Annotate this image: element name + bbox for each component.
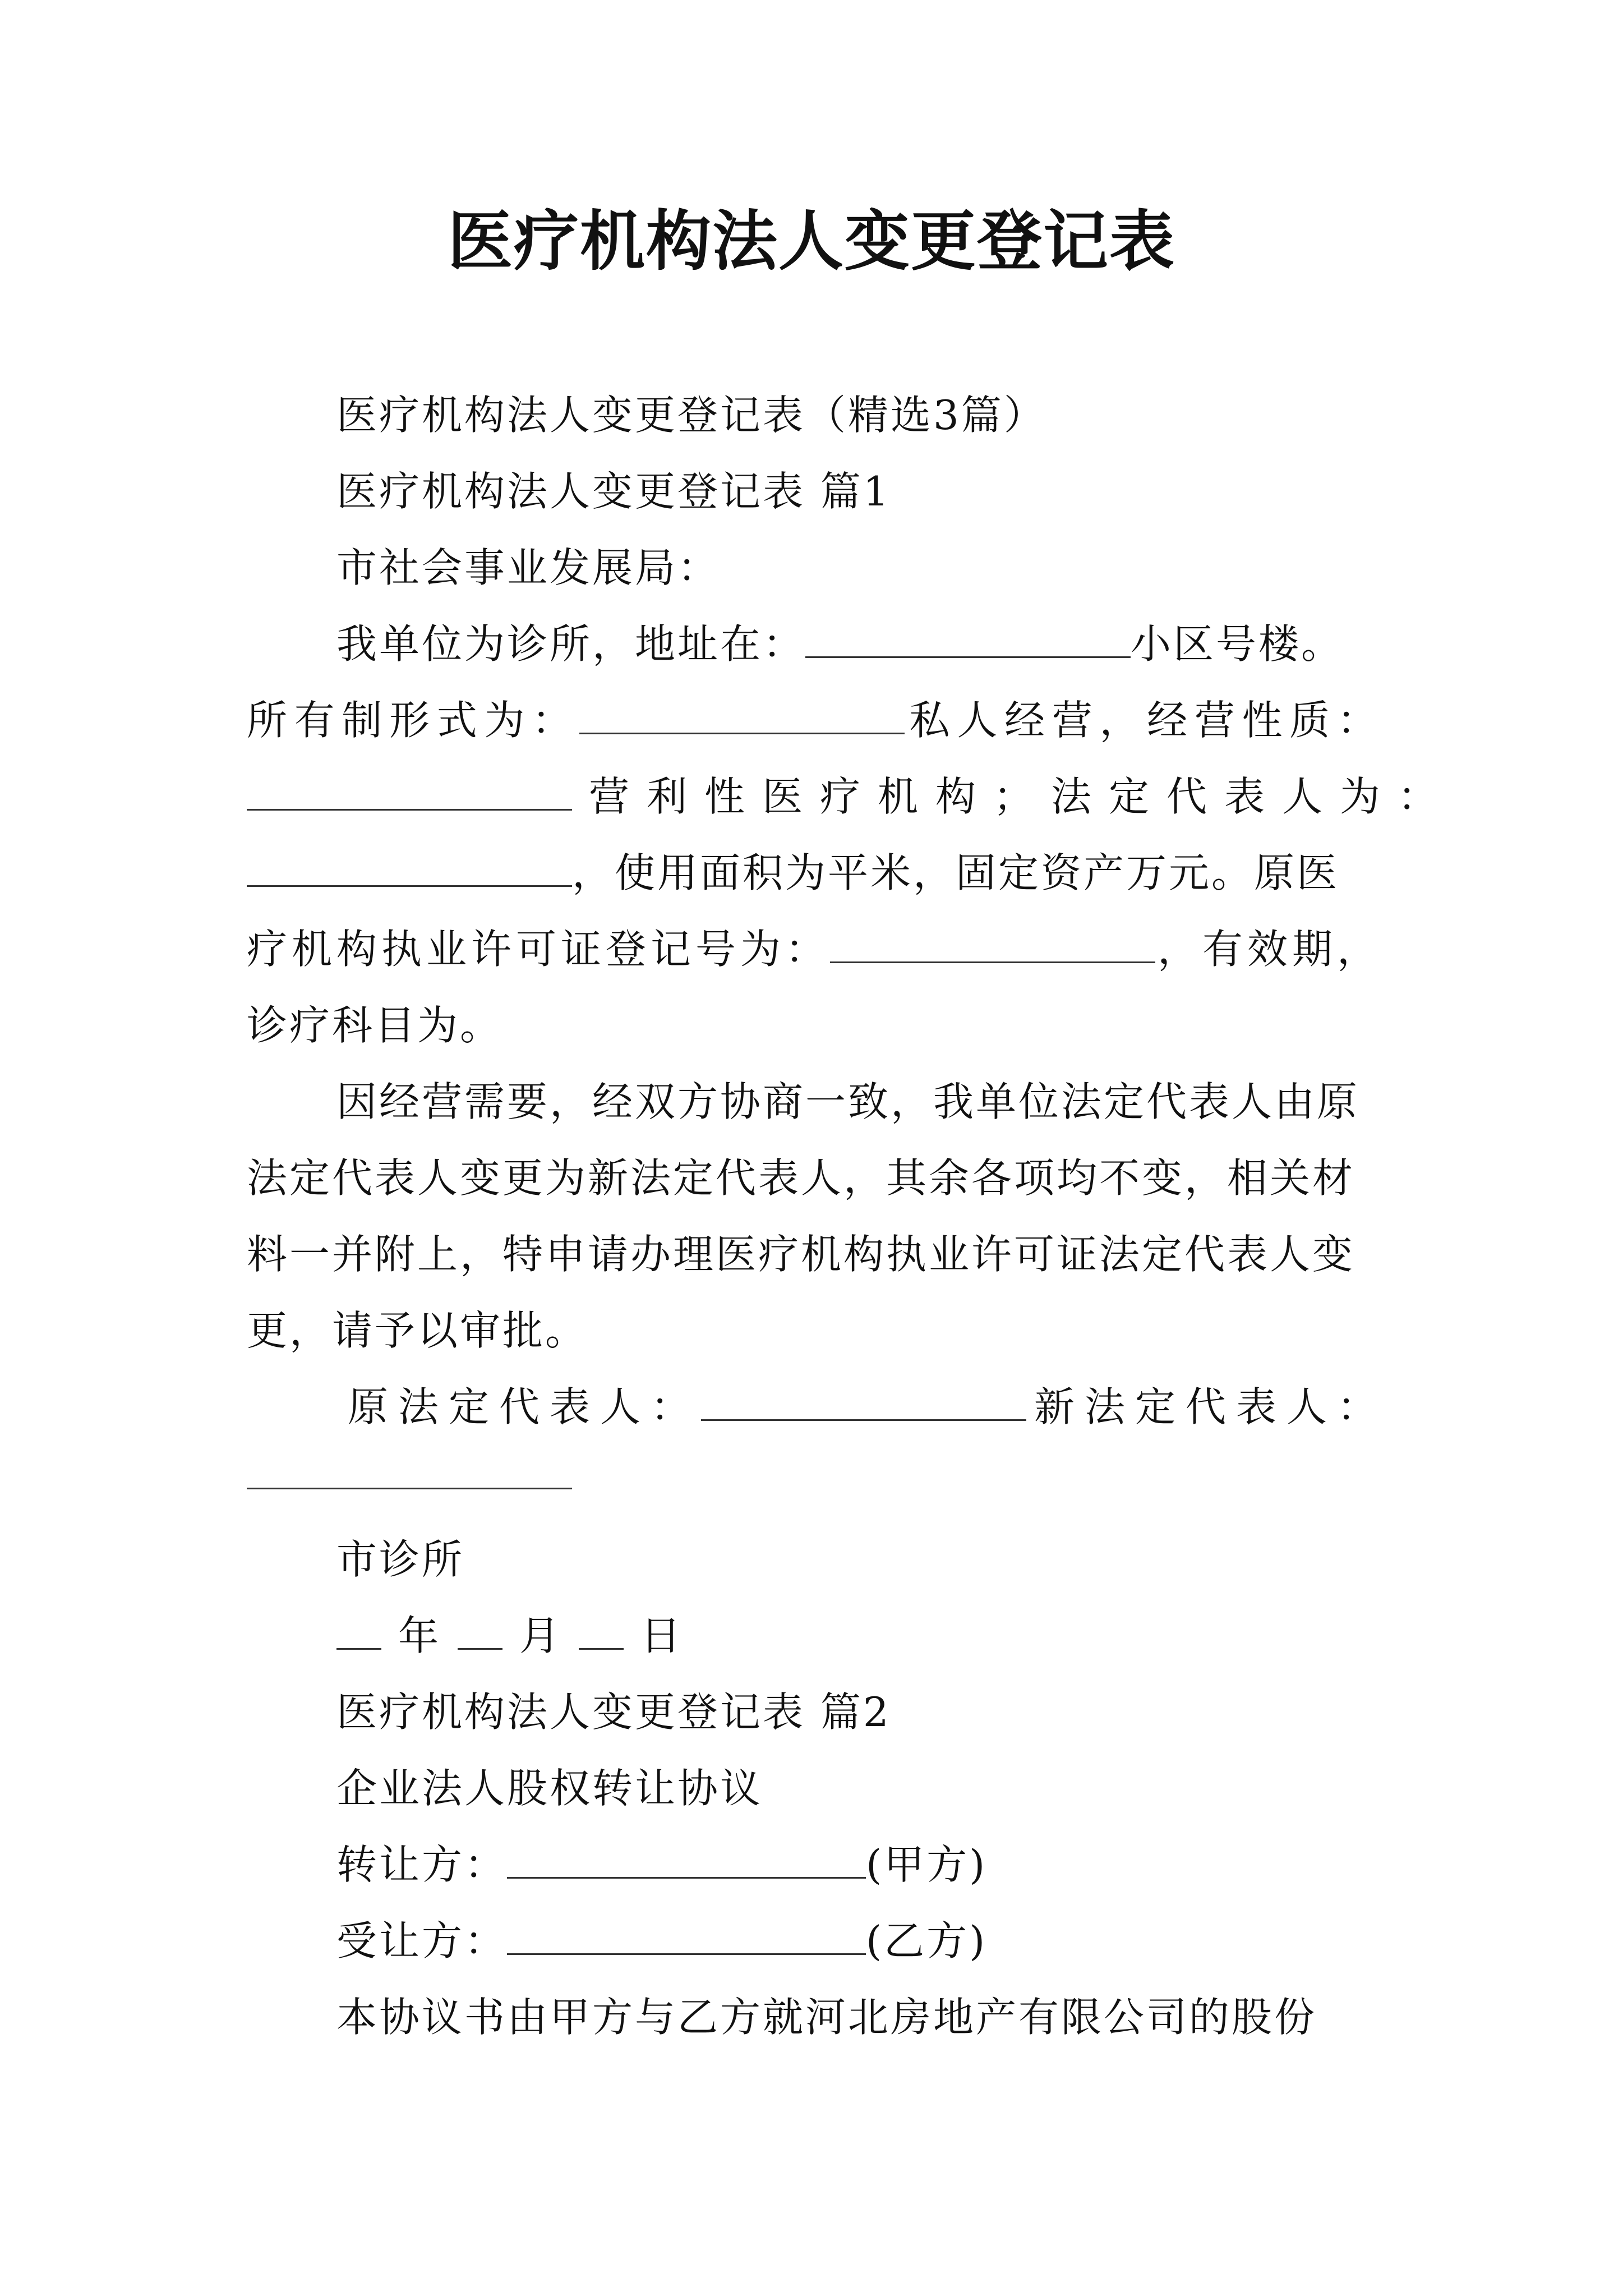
- recipient: 市社会事业发展局：: [336, 544, 721, 591]
- para1-text: 私人经营，经营性质：: [904, 697, 1380, 744]
- transferee-suffix: (乙方): [866, 1917, 988, 1964]
- para1-text: 疗机构执业许可证登记号为：: [247, 926, 830, 973]
- date-line: [336, 1608, 1380, 1664]
- month-label: 月: [519, 1612, 562, 1659]
- para1-text: ，使用面积为平米，固定资产万元。原医: [572, 849, 1340, 896]
- transferor-line: [336, 1837, 1380, 1893]
- new-rep-blank-line: [247, 1447, 1380, 1503]
- transferee-blank: [507, 1914, 866, 1955]
- legal-rep-blank: [247, 846, 572, 887]
- old-rep-label: 原法定代表人：: [348, 1383, 701, 1430]
- para1-text: ，有效期，: [1155, 926, 1380, 973]
- para1-line4: [247, 845, 1380, 901]
- transferor-suffix: (甲方): [866, 1841, 988, 1888]
- para1-line3: [247, 769, 1456, 825]
- subtitle: 医疗机构法人变更登记表（精选3篇）: [336, 392, 1046, 439]
- month-blank: [458, 1609, 502, 1650]
- new-rep-label: 新法定代表人：: [1026, 1383, 1380, 1430]
- address-blank: [805, 617, 1131, 658]
- para1-text: 我单位为诊所，地址在：: [336, 620, 806, 668]
- nature-blank: [247, 770, 572, 811]
- transferee-label: 受让方：: [336, 1917, 508, 1964]
- para2-line2: 法定代表人变更为新法定代表人，其余各项均不变，相关材: [247, 1154, 1355, 1202]
- ownership-blank: [579, 693, 905, 734]
- para1-line6: 诊疗科目为。: [247, 1002, 503, 1049]
- para2-line1: 因经营需要，经双方协商一致，我单位法定代表人由原: [336, 1078, 1360, 1125]
- document-title: 医疗机构法人变更登记表: [448, 203, 1175, 279]
- section2-heading: 医疗机构法人变更登记表 篇2: [336, 1688, 891, 1736]
- section1-heading: 医疗机构法人变更登记表 篇1: [336, 468, 891, 515]
- transferor-blank: [507, 1838, 866, 1879]
- agreement-title: 企业法人股权转让协议: [336, 1765, 763, 1812]
- old-rep-blank: [701, 1380, 1026, 1421]
- transferor-label: 转让方：: [336, 1841, 508, 1888]
- clinic-name: 市诊所: [336, 1536, 465, 1583]
- para1-line5: [247, 921, 1380, 977]
- day-blank: [579, 1609, 624, 1650]
- agreement-body-line: 本协议书由甲方与乙方就河北房地产有限公司的股份: [336, 1994, 1317, 2041]
- day-label: 日: [640, 1612, 684, 1659]
- license-number-blank: [830, 922, 1155, 963]
- new-rep-blank: [247, 1448, 572, 1489]
- para1-line1: [336, 616, 1380, 672]
- para2-line4: 更，请予以审批。: [247, 1307, 588, 1354]
- transferee-line: [336, 1913, 1380, 1969]
- para1-text: 所有制形式为：: [247, 697, 579, 744]
- para1-text: 小区号楼。: [1131, 620, 1344, 668]
- para1-text: 营利性医疗机构；法定代表人为：: [589, 773, 1456, 820]
- para1-line2: [247, 692, 1380, 748]
- year-blank: [336, 1609, 381, 1650]
- para2-line3: 料一并附上，特申请办理医疗机构执业许可证法定代表人变: [247, 1231, 1355, 1278]
- year-label: 年: [398, 1612, 441, 1659]
- signers-line: [348, 1379, 1380, 1435]
